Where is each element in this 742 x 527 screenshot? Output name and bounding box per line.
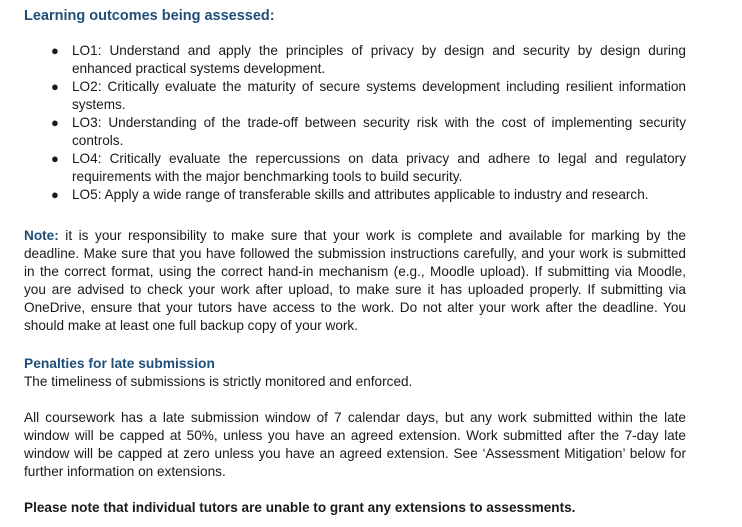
assessment-brief-page — [24, 0, 686, 517]
bullet-icon: ● — [51, 187, 59, 202]
learning-outcome-text: LO3: Understanding of the trade-off between security risk with the cost of implementing security controls. — [72, 115, 686, 148]
penalties-detail: All coursework has a late submission window of 7 calendar days, but any work submitted within the late window will be capped at 50%, unless you have an agreed extension. Work submitted after the 7-day late window will be capped at zero unless you have an agreed extension. See ‘Assessment Mitigation’ below for further information on extensions. — [24, 410, 686, 479]
learning-outcome-lo5 — [51, 186, 686, 204]
learning-outcome-lo2 — [51, 78, 686, 114]
learning-outcome-lo4 — [51, 150, 686, 186]
learning-outcome-text: LO4: Critically evaluate the repercussions on data privacy and adhere to legal and regulatory requirements with the major benchmarking tools to build security. — [72, 151, 686, 184]
penalties-intro: The timeliness of submissions is strictly monitored and enforced. — [24, 374, 413, 389]
bullet-icon: ● — [51, 115, 59, 130]
learning-outcome-lo1 — [51, 42, 686, 78]
bullet-icon: ● — [51, 79, 59, 94]
note-label: Note: — [24, 228, 59, 243]
learning-outcome-text: LO5: Apply a wide range of transferable skills and attributes applicable to industry and research. — [72, 187, 649, 202]
note-text: it is your responsibility to make sure that your work is complete and available for marking by the deadline. Make sure that you have followed the submission instructions carefully, and your work is submitted in the correct format, using the correct hand-in mechanism (e.g., Moodle upload). If submitting via Moodle, you are advised to check your work after upload, to make sure it has uploaded properly. If submitting via OneDrive, ensure that your tutors have access to the work. Do not alter your work after the deadline. You should make at least one full backup copy of your work. — [24, 228, 686, 333]
learning-outcome-text: LO1: Understand and apply the principles of privacy by design and security by design during enhanced practical systems development. — [72, 43, 686, 76]
extensions-warning: Please note that individual tutors are unable to grant any extensions to assessments. — [24, 500, 576, 515]
learning-outcomes-list — [24, 42, 686, 204]
learning-outcome-text: LO2: Critically evaluate the maturity of secure systems development including resilient information systems. — [72, 79, 686, 112]
bullet-icon: ● — [51, 151, 59, 166]
submission-note — [24, 227, 686, 335]
bullet-icon: ● — [51, 43, 59, 58]
penalties-heading: Penalties for late submission — [24, 356, 215, 371]
learning-outcome-lo3 — [51, 114, 686, 150]
learning-outcomes-heading: Learning outcomes being assessed: — [24, 8, 275, 24]
